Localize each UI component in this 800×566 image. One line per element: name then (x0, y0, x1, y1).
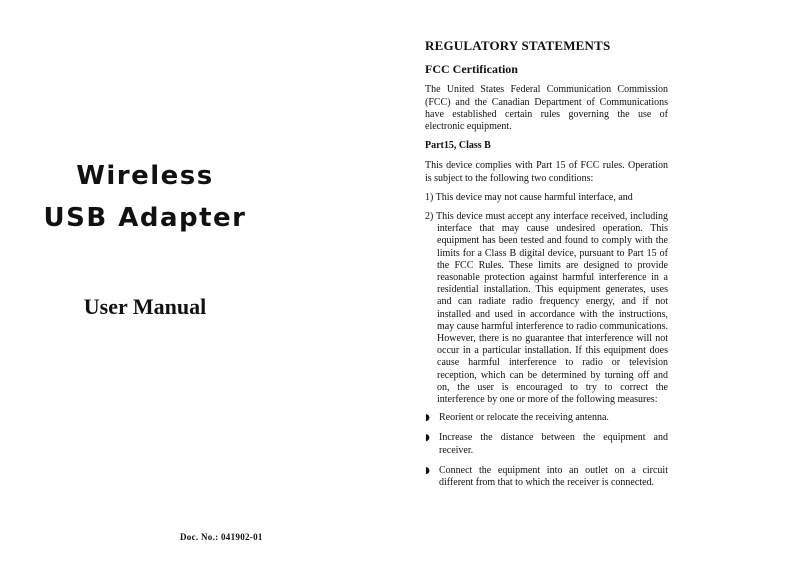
measure-text: Reorient or relocate the receiving antenna. (439, 412, 609, 424)
bullet-icon: ◗ (425, 433, 430, 444)
measure-item (425, 432, 668, 456)
measure-item (425, 465, 668, 489)
measure-item (425, 412, 668, 424)
part15-heading: Part15, Class B (425, 140, 491, 152)
product-title-line1: Wireless (76, 161, 214, 191)
manual-subtitle: User Manual (83, 294, 207, 319)
product-title-line2: USB Adapter (43, 203, 247, 233)
measure-text: Increase the distance between the equipment and receiver. (439, 432, 668, 456)
regulatory-column (425, 40, 668, 497)
condition-2: 2) This device must accept any interface received, including interface that may cause undesired operation. This equipment has been tested and found to comply with the limits for a Class B digital device, pursuant to Part 15 of the FCC Rules. These limits are designed to provide reasonable protection against harmful interference in a residential installation. This equipment generates, uses and can radiate radio frequency energy, and if not installed and used in accordance with the instructions, may cause harmful interference to radio communications. However, there is no guarantee that interference will not occur in a particular installation. If this equipment does cause harmful interference to radio or television reception, which can be determined by turning off and on, the user is encouraged to try to correct the interference by one or more of the following measures: (425, 211, 668, 406)
regulatory-heading: REGULATORY STATEMENTS (425, 38, 611, 53)
measure-text: Connect the equipment into an outlet on a circuit different from that to which the receiver is connected. (439, 464, 668, 489)
condition-1: 1) This device may not cause harmful interface, and (425, 191, 633, 203)
regulatory-page (400, 0, 800, 566)
fcc-heading: FCC Certification (425, 62, 518, 77)
fcc-paragraph: The United States Federal Communication Commission (FCC) and the Canadian Department of Communications have established certain rules governing the use of electronic equipment. (425, 84, 668, 133)
document-number: Doc. No.: 041902-01 (180, 532, 263, 542)
part15-paragraph: This device complies with Part 15 of FCC rules. Operation is subject to the following two conditions: (425, 160, 668, 184)
bullet-icon: ◗ (425, 413, 430, 424)
bullet-icon: ◗ (425, 465, 430, 476)
